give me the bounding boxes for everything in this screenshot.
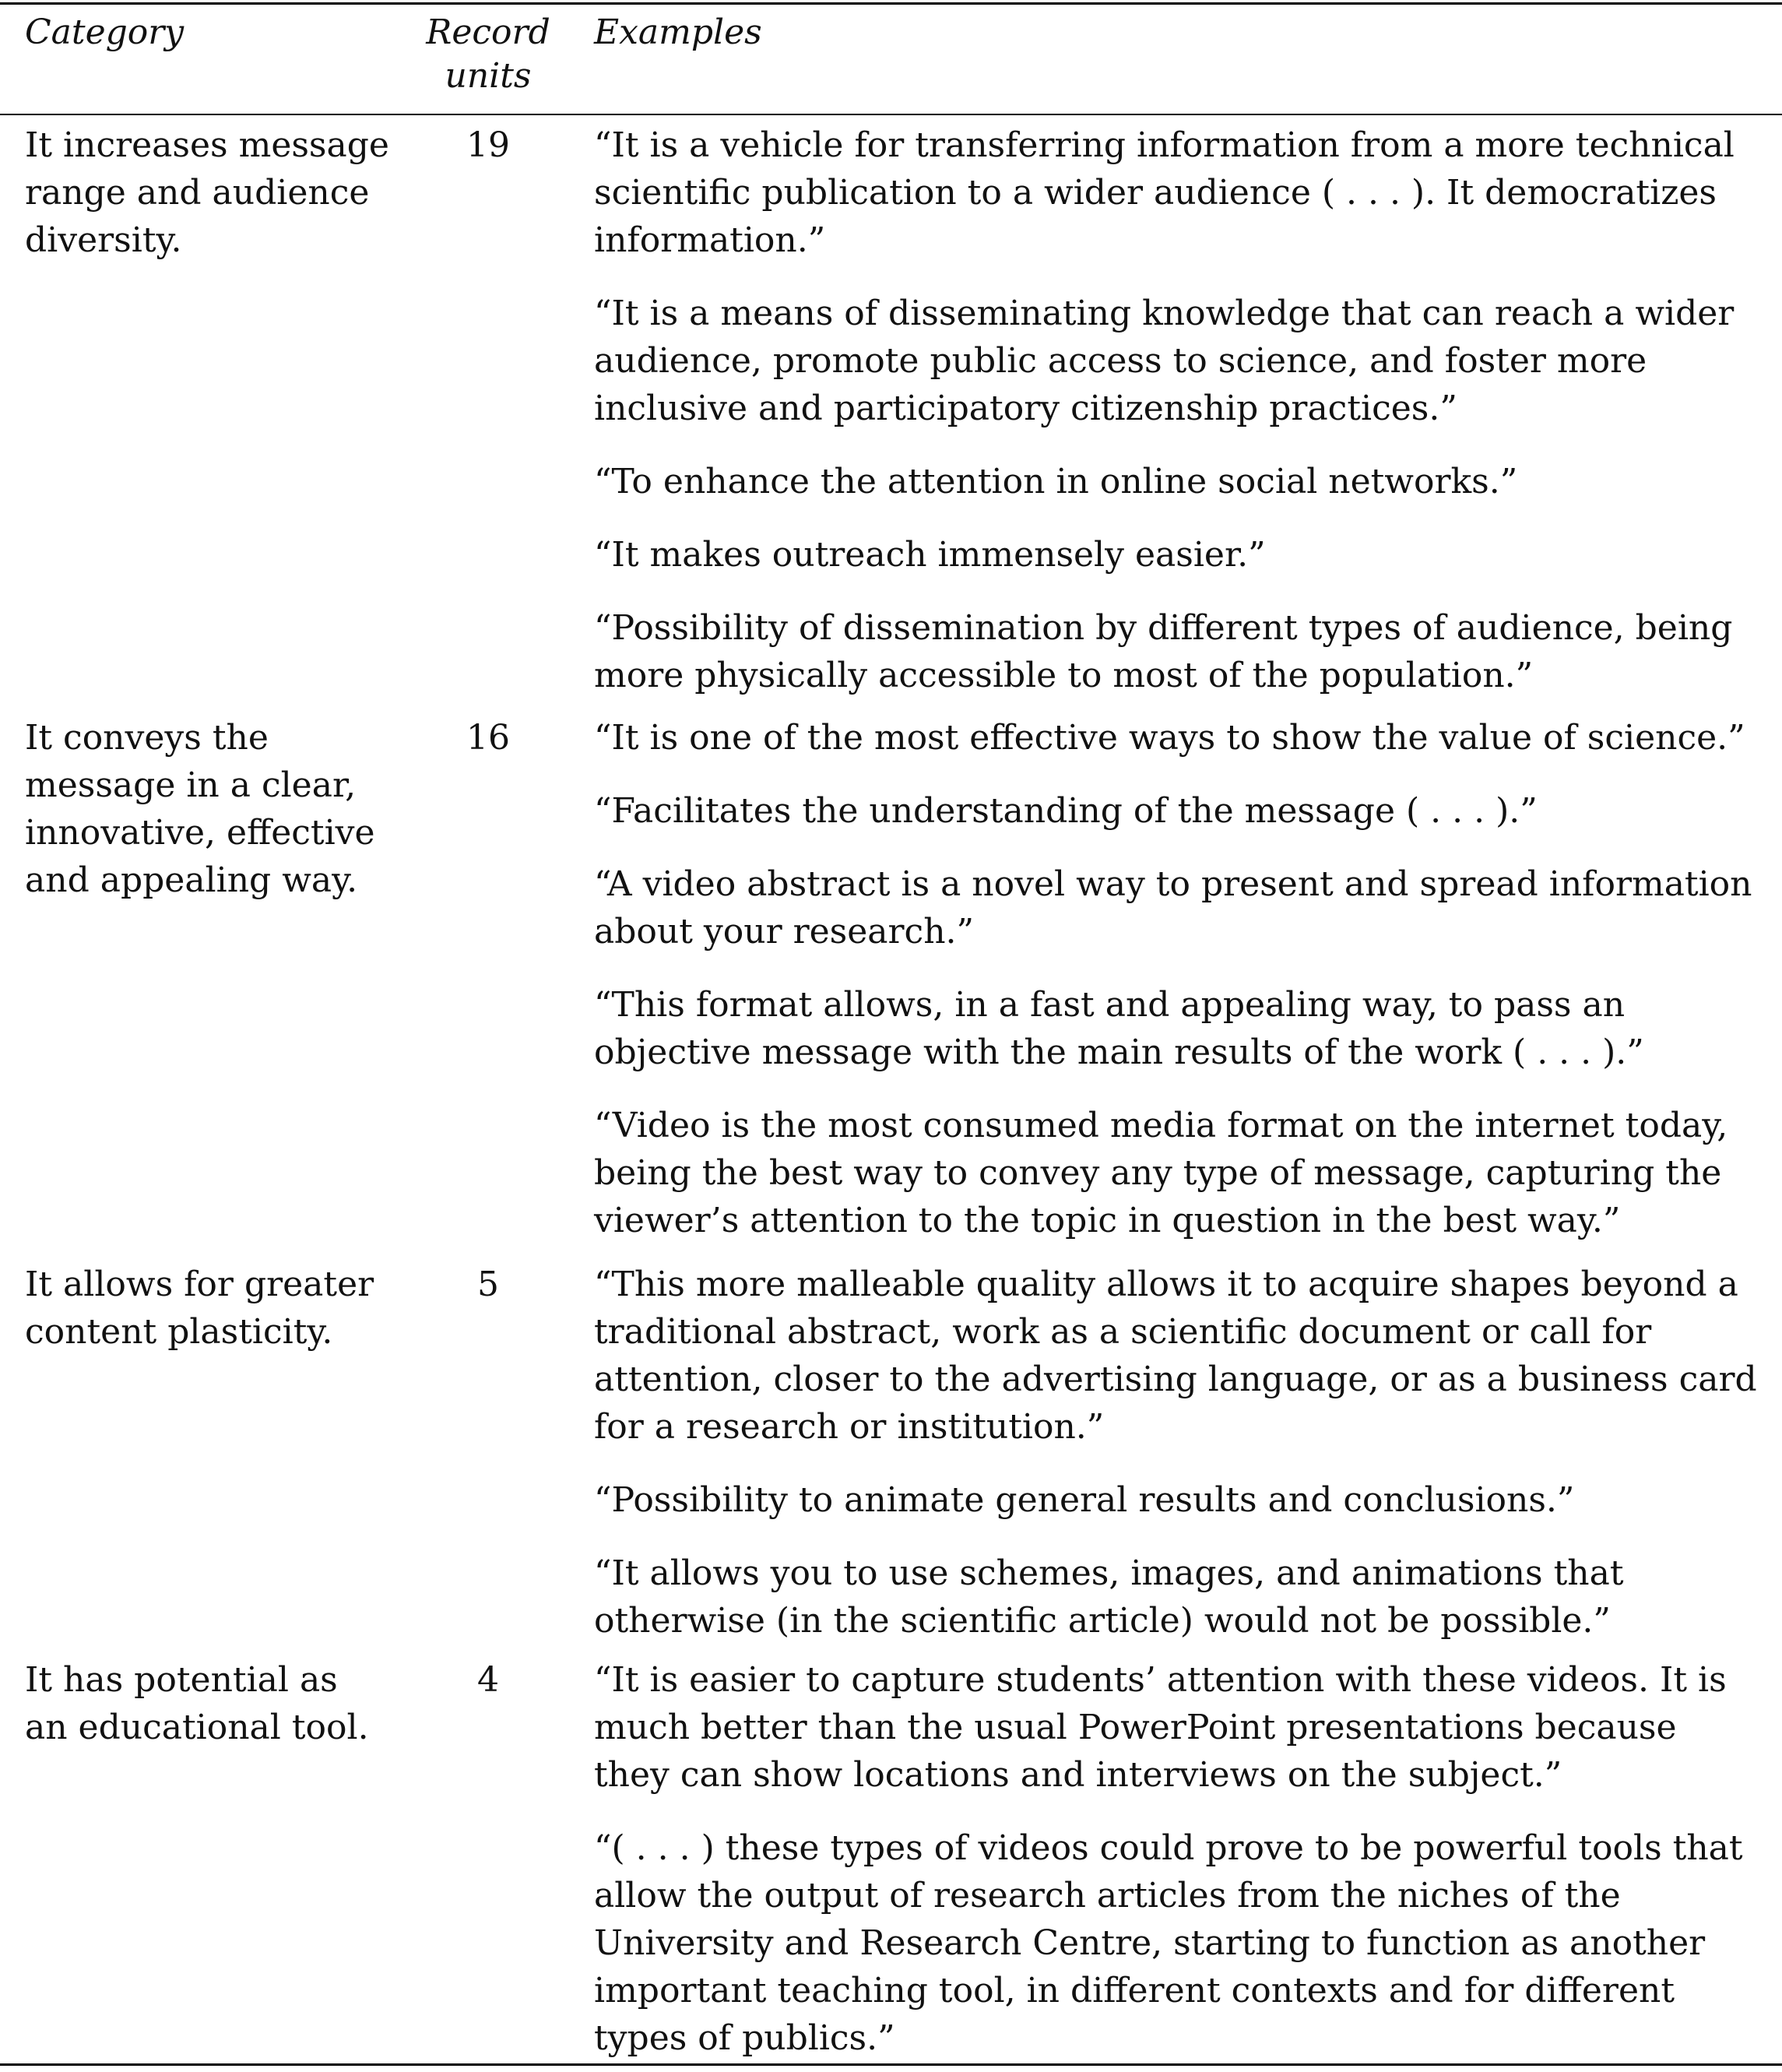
example-quote: “Facilitates the understanding of the message ( . . . ).”: [594, 791, 1538, 831]
example-quote: “To enhance the attention in online social networks.”: [594, 462, 1518, 501]
examples-cell: [594, 1261, 1762, 1645]
record-units-cell: 4: [477, 1660, 499, 1700]
example-quote: “It allows you to use schemes, images, and animations that otherwise (in the scientific article) would not be possible.”: [594, 1553, 1624, 1641]
table-top-rule: [0, 2, 1782, 5]
example-quote: “This format allows, in a fast and appealing way, to pass an objective message with the main results of the work ( . . . ).”: [594, 985, 1644, 1072]
example-quote: “It is a means of disseminating knowledge that can reach a wider audience, promote public access to science, and foster more inclusive and participatory citizenship practices.”: [594, 294, 1735, 428]
example-quote: “It is easier to capture students’ attention with these videos. It is much better than the usual PowerPoint presentations because they can show locations and interviews on the subject.”: [594, 1660, 1727, 1795]
table-bottom-rule: [0, 2063, 1782, 2066]
example-quote: “It is a vehicle for transferring information from a more technical scientific publication to a wider audience ( . . . ). It democratizes information.”: [594, 125, 1735, 260]
header-rule: [0, 114, 1782, 115]
examples-cell: [594, 714, 1762, 1244]
examples-cell: [594, 1656, 1762, 2062]
record-units-cell: 5: [477, 1265, 499, 1304]
category-cell: It increases message range and audience diversity.: [25, 125, 389, 260]
example-quote: “This more malleable quality allows it to acquire shapes beyond a traditional abstract, work as a scientific document or call for attention, closer to the advertising language, or as a business card for a research or institution.”: [594, 1265, 1757, 1447]
examples-cell: [594, 121, 1762, 699]
example-quote: “Video is the most consumed media format on the internet today, being the best way to convey any type of message, capturing the viewer’s attention to the topic in question in the best way.”: [594, 1106, 1728, 1240]
example-quote: “A video abstract is a novel way to present and spread information about your research.”: [594, 864, 1752, 952]
example-quote: “( . . . ) these types of videos could prove to be powerful tools that allow the output of research articles from the niches of the University and Research Centre, starting to function as another important teaching tool, in different contexts and for different types of publics.”: [594, 1828, 1743, 2058]
example-quote: “Possibility of dissemination by different types of audience, being more physically accessible to most of the population.”: [594, 608, 1733, 695]
category-cell: It conveys the message in a clear, innovative, effective and appealing way.: [25, 718, 375, 900]
example-quote: “It makes outreach immensely easier.”: [594, 535, 1266, 575]
header-record-units: Record units: [426, 12, 550, 96]
example-quote: “It is one of the most effective ways to show the value of science.”: [594, 718, 1745, 758]
header-category: Category: [25, 12, 185, 52]
category-cell: It allows for greater content plasticity.: [25, 1265, 374, 1352]
example-quote: “Possibility to animate general results and conclusions.”: [594, 1480, 1575, 1520]
category-cell: It has potential as an educational tool.: [25, 1660, 369, 1747]
header-examples: Examples: [594, 12, 762, 52]
record-units-cell: 19: [466, 125, 510, 165]
record-units-cell: 16: [466, 718, 510, 758]
